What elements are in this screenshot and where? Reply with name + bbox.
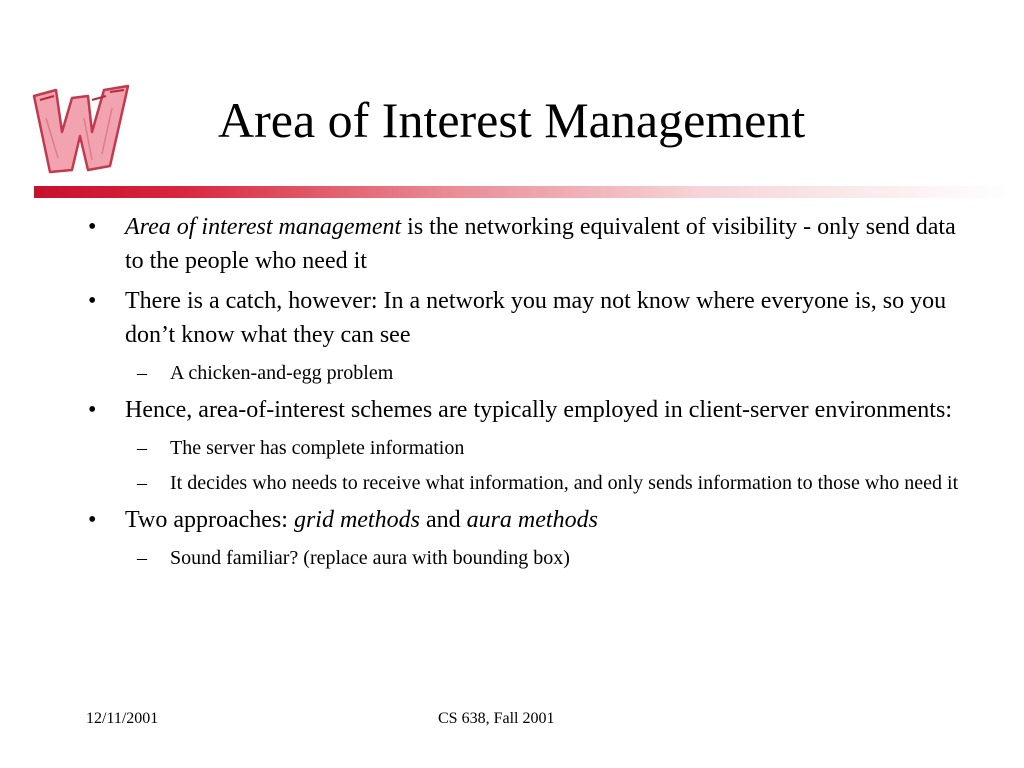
bullet-item <box>80 210 960 278</box>
bullet-text: and <box>419 507 467 533</box>
bullet-emphasis: Area of interest management <box>125 214 402 240</box>
slide-title: Area of Interest Management <box>218 92 806 148</box>
sub-bullet-item <box>80 358 960 389</box>
bullet-item <box>80 284 960 352</box>
sub-bullet-item <box>80 543 960 574</box>
bullet-marker: • <box>88 214 97 240</box>
bullet-text: is the networking equivalent of visibility - only send data to the people who need it <box>125 214 956 274</box>
bullet-item <box>80 503 960 537</box>
sub-bullet-item <box>80 433 960 464</box>
sub-bullet-marker: – <box>137 362 147 384</box>
bullet-item <box>80 393 960 427</box>
sub-bullet-text: A chicken-and-egg problem <box>170 362 394 384</box>
sub-bullet-text: The server has complete information <box>170 437 465 459</box>
footer-date: 12/11/2001 <box>86 710 159 727</box>
bullet-emphasis: grid methods <box>293 507 420 533</box>
sub-bullet-marker: – <box>137 547 147 569</box>
bullet-text: Hence, area-of-interest schemes are typically employed in client-server environments: <box>125 397 952 423</box>
bullet-marker: • <box>88 288 97 314</box>
bullet-list <box>80 210 960 578</box>
bullet-emphasis: aura methods <box>466 507 598 533</box>
footer-course: CS 638, Fall 2001 <box>438 710 555 727</box>
sub-bullet-text: Sound familiar? (replace aura with bounding box) <box>170 547 570 569</box>
sub-bullet-item <box>80 468 960 499</box>
bullet-text: There is a catch, however: In a network you may not know where everyone is, so you don’t know what they can see <box>125 288 947 348</box>
bullet-marker: • <box>88 507 97 533</box>
title-divider <box>34 186 1014 198</box>
sub-bullet-marker: – <box>137 472 147 494</box>
sub-bullet-text: It decides who needs to receive what information, and only sends information to those who need it <box>170 472 959 494</box>
sub-bullet-marker: – <box>137 437 147 459</box>
bullet-text: Two approaches: <box>125 507 294 533</box>
w-crest-icon <box>28 78 132 176</box>
bullet-marker: • <box>88 397 97 423</box>
